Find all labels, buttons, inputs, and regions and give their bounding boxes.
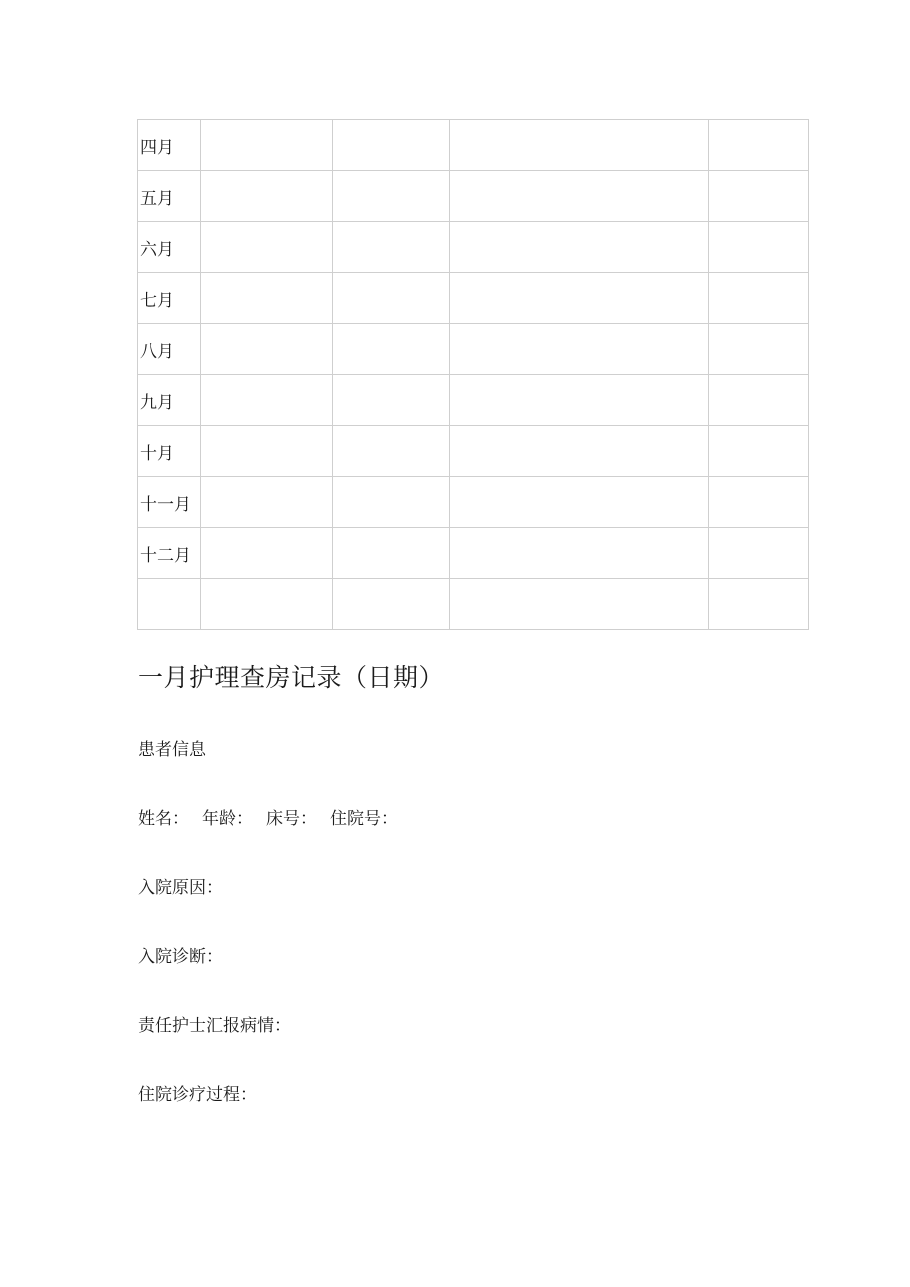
- empty-cell: [450, 324, 709, 375]
- empty-cell: [709, 273, 809, 324]
- age-label: 年龄：: [202, 809, 253, 829]
- document-title: 一月护理查房记录（日期）: [138, 663, 445, 692]
- empty-cell: [333, 222, 450, 273]
- empty-cell: [201, 375, 333, 426]
- table-row: [138, 579, 809, 630]
- empty-cell: [333, 120, 450, 171]
- empty-cell: [201, 273, 333, 324]
- empty-cell: [333, 477, 450, 528]
- empty-cell: [333, 324, 450, 375]
- month-cell: 十月: [138, 426, 201, 477]
- month-cell: 九月: [138, 375, 201, 426]
- empty-cell: [201, 171, 333, 222]
- empty-cell: [709, 579, 809, 630]
- empty-cell: [709, 375, 809, 426]
- empty-cell: [333, 171, 450, 222]
- patient-fields-line: [138, 804, 411, 829]
- name-label: 姓名：: [138, 809, 189, 829]
- empty-cell: [450, 375, 709, 426]
- empty-cell: [201, 477, 333, 528]
- month-cell: 八月: [138, 324, 201, 375]
- month-cell: [138, 579, 201, 630]
- table-row: [138, 324, 809, 375]
- empty-cell: [709, 528, 809, 579]
- section-heading-patient-info: 患者信息: [138, 740, 206, 760]
- bed-label: 床号：: [266, 809, 317, 829]
- empty-cell: [450, 273, 709, 324]
- table-row: [138, 375, 809, 426]
- empty-cell: [333, 273, 450, 324]
- table-row: [138, 477, 809, 528]
- empty-cell: [709, 426, 809, 477]
- month-cell: 十二月: [138, 528, 201, 579]
- monthly-record-table: [137, 119, 809, 630]
- empty-cell: [201, 426, 333, 477]
- empty-cell: [333, 579, 450, 630]
- empty-cell: [201, 528, 333, 579]
- empty-cell: [201, 222, 333, 273]
- month-cell: 四月: [138, 120, 201, 171]
- empty-cell: [333, 375, 450, 426]
- empty-cell: [709, 222, 809, 273]
- empty-cell: [709, 324, 809, 375]
- table-row: [138, 273, 809, 324]
- admission-reason-label: 入院原因：: [138, 878, 223, 898]
- empty-cell: [201, 324, 333, 375]
- table-row: [138, 426, 809, 477]
- month-cell: 五月: [138, 171, 201, 222]
- month-cell: 七月: [138, 273, 201, 324]
- empty-cell: [201, 120, 333, 171]
- empty-cell: [709, 171, 809, 222]
- admission-diagnosis-label: 入院诊断：: [138, 947, 223, 967]
- empty-cell: [333, 426, 450, 477]
- empty-cell: [709, 477, 809, 528]
- table-row: [138, 120, 809, 171]
- empty-cell: [450, 477, 709, 528]
- month-cell: 六月: [138, 222, 201, 273]
- table-row: [138, 171, 809, 222]
- table-row: [138, 222, 809, 273]
- empty-cell: [450, 120, 709, 171]
- empty-cell: [450, 528, 709, 579]
- nurse-report-label: 责任护士汇报病情：: [138, 1016, 291, 1036]
- admission-number-label: 住院号：: [330, 809, 398, 829]
- empty-cell: [450, 426, 709, 477]
- empty-cell: [450, 579, 709, 630]
- empty-cell: [450, 171, 709, 222]
- table-row: [138, 528, 809, 579]
- month-cell: 十一月: [138, 477, 201, 528]
- empty-cell: [201, 579, 333, 630]
- empty-cell: [333, 528, 450, 579]
- empty-cell: [709, 120, 809, 171]
- empty-cell: [450, 222, 709, 273]
- treatment-process-label: 住院诊疗过程：: [138, 1085, 257, 1105]
